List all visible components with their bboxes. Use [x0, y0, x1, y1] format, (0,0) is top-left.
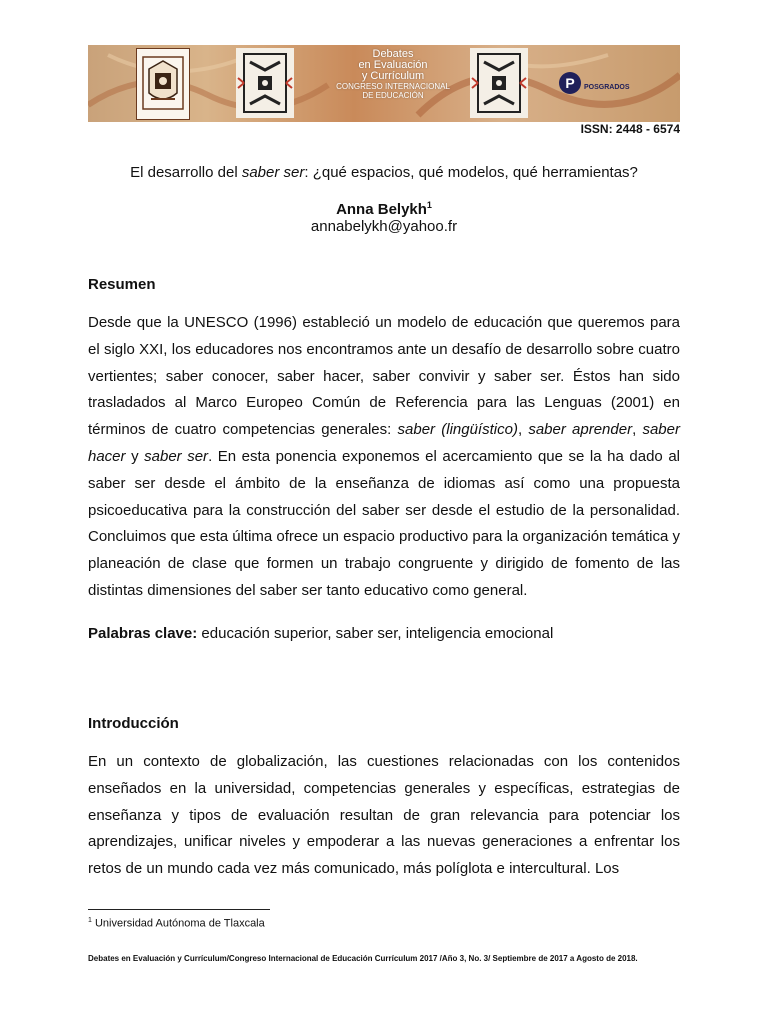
svg-text:P: P	[565, 75, 575, 91]
abstract-sep-3: y	[125, 447, 145, 465]
footnote-text: Universidad Autónoma de Tlaxcala	[91, 917, 265, 930]
abstract-em-1: saber (lingüístico)	[397, 421, 518, 439]
posgrados-logo	[558, 65, 668, 105]
abstract-text-1: Desde que la UNESCO (1996) estableció un modelo de educación que queremos para el siglo XXI, los educadores nos encontramos ante un desafío de desarrollo sobre cuatro vertientes; saber conocer, saber hacer, saber convivir y saber ser. Éstos han sido trasladados al Marco Europeo Común de Referencia para las Lenguas (2001) en términos de cuatro competencias generales:	[88, 314, 680, 439]
title-emphasis: saber ser	[241, 164, 305, 181]
abstract-em-3: saber hacer	[88, 421, 680, 465]
keywords-text: educación superior, saber ser, inteligencia emocional	[197, 625, 554, 642]
page-footer: Debates en Evaluación y Currículum/Congreso Internacional de Educación Currículum 2017 /Año 3, No. 3/ Septiembre de 2017 a Agosto de 2018.	[88, 954, 638, 963]
abstract-em-4: saber ser	[144, 447, 209, 465]
aztec-glyph-right-icon	[470, 48, 528, 118]
abstract-heading: Resumen	[88, 276, 156, 293]
issn-number: ISSN: 2448 - 6574	[580, 122, 680, 136]
author-email: annabelykh@yahoo.fr	[310, 218, 458, 235]
keywords-line	[88, 625, 553, 642]
footnote-divider	[88, 909, 270, 910]
author-name-text: Anna Belykh	[336, 201, 427, 218]
footnote	[88, 917, 265, 930]
abstract-text-2: . En esta ponencia exponemos el acercamiento que se la ha dado al saber ser desde el ámbito de la enseñanza de idiomas así como una propuesta psicoeducativa para la construcción del saber ser desde el estudio de la personalidad. Concluimos que esta última ofrece un espacio productivo para la organización temática y planeación de clase que formen un trabajo congruente y dirigido de fomento de las distintas dimensiones del saber ser tanto educativo como general.	[88, 447, 680, 599]
article-title	[88, 164, 680, 181]
header-banner	[88, 45, 680, 122]
congress-title	[318, 49, 468, 100]
abstract-sep-2: ,	[632, 421, 643, 439]
abstract-sep-1: ,	[517, 421, 529, 439]
abstract-paragraph	[88, 310, 680, 605]
banner-line-evaluacion: en Evaluación	[358, 59, 428, 71]
posgrados-label: POSGRADOS	[584, 84, 630, 91]
author-footnote-mark: 1	[426, 200, 432, 210]
abstract-em-2: saber aprender	[528, 421, 633, 439]
banner-line-debates: Debates	[372, 48, 414, 60]
keywords-label: Palabras clave:	[88, 625, 198, 642]
intro-paragraph: En un contexto de globalización, las cuestiones relacionadas con los contenidos enseñados en la universidad, competencias generales y específicas, estrategias de enseñanza y tipos de evaluación resultan de gran relevancia para potenciar los aprendizajes, unificar niveles y empoderar a las nuevas generaciones a enfrentar los retos de un mundo cada vez más comunicado, más políglota e intercultural. Los	[88, 753, 680, 878]
author-name	[88, 200, 680, 218]
banner-line-congreso: CONGRESO INTERNACIONAL	[336, 82, 450, 91]
intro-heading: Introducción	[88, 715, 179, 732]
title-post: : ¿qué espacios, qué modelos, qué herramientas?	[304, 164, 638, 181]
university-seal-icon	[136, 48, 190, 120]
banner-line-curriculum: y Currículum	[361, 70, 425, 82]
posgrados-p-icon	[558, 65, 584, 105]
title-pre: El desarrollo del	[130, 164, 242, 181]
aztec-glyph-left-icon	[236, 48, 294, 118]
banner-line-educacion: DE EDUCACIÓN	[362, 91, 424, 100]
footnote-mark: 1	[88, 917, 92, 924]
